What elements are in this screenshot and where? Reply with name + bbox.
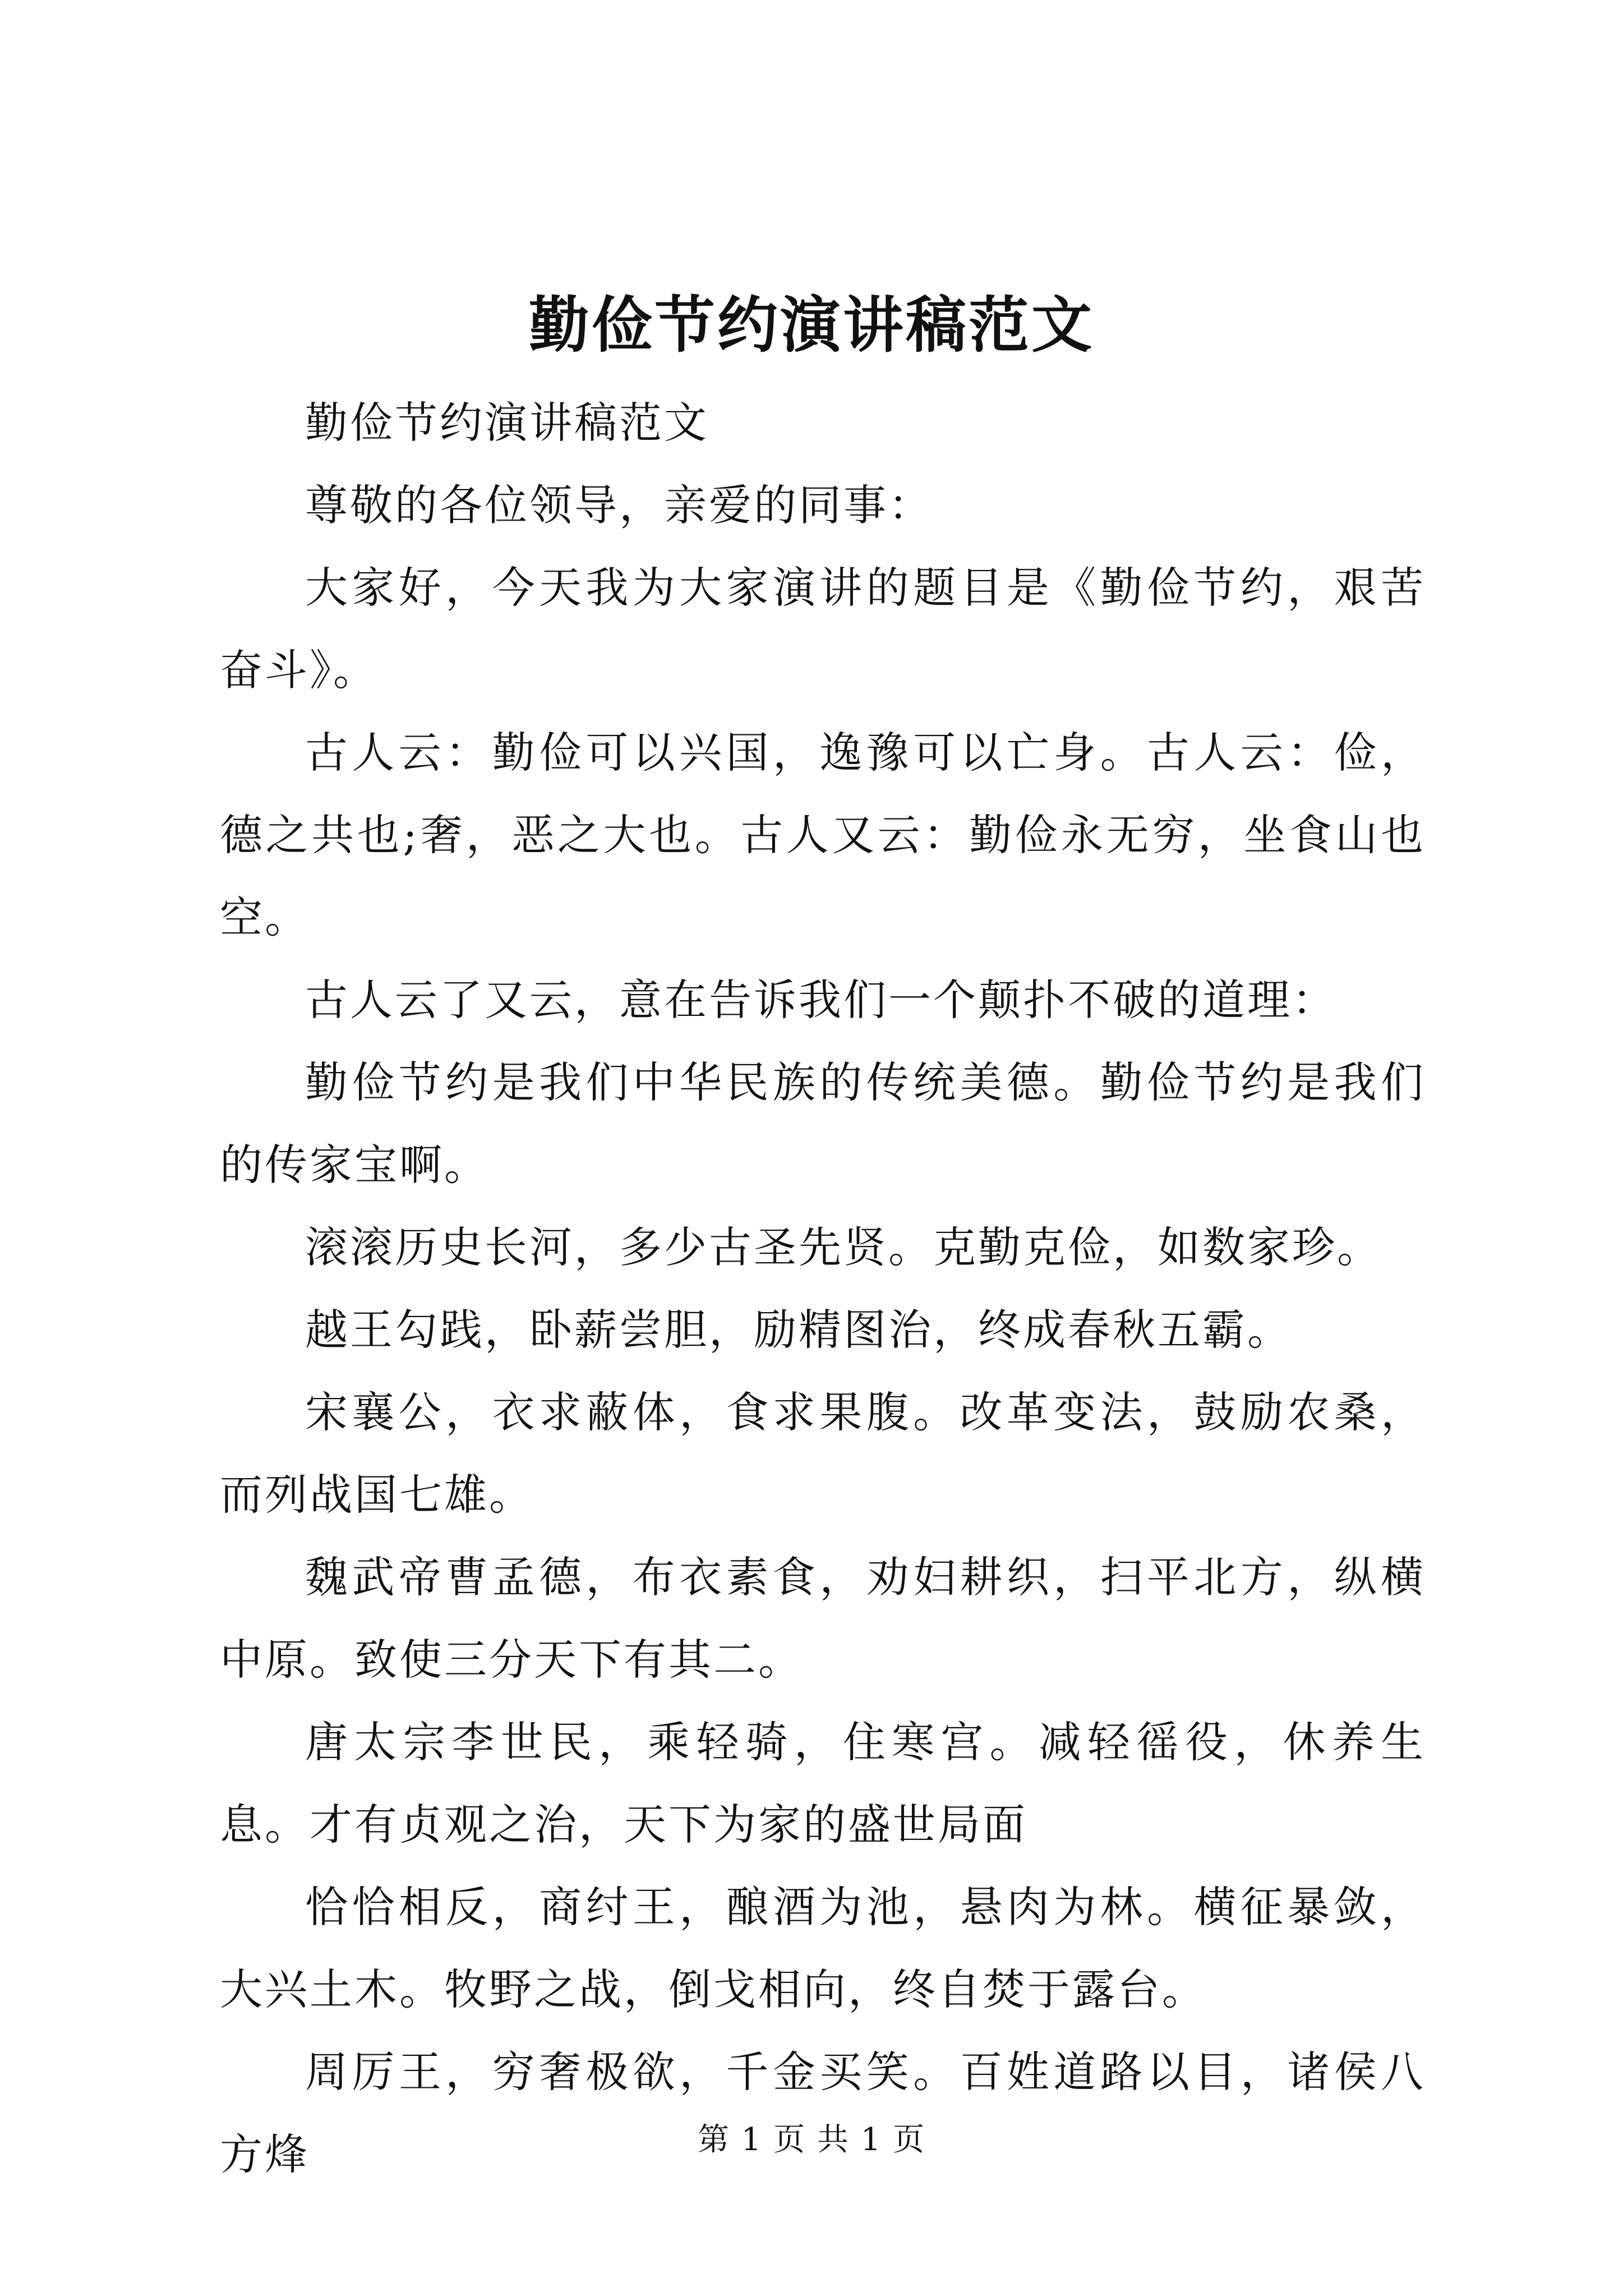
paragraph: 大家好，今天我为大家演讲的题目是《勤俭节约，艰苦奋斗》。 bbox=[220, 563, 1426, 695]
paragraph: 古人云：勤俭可以兴国，逸豫可以亡身。古人云：俭，德之共也;奢，恶之大也。古人又云：勤俭永无穷，坐食山也空。 bbox=[220, 728, 1426, 942]
document-body bbox=[220, 381, 1426, 2196]
paragraph: 尊敬的各位领导，亲爱的同事： bbox=[305, 480, 933, 530]
paragraph: 滚滚历史长河，多少古圣先贤。克勤克俭，如数家珍。 bbox=[305, 1222, 1382, 1272]
paragraph: 恰恰相反，商纣王，酿酒为池，悬肉为林。横征暴敛，大兴土木。牧野之战，倒戈相向，终自焚于露台。 bbox=[220, 1882, 1426, 2014]
paragraph: 宋襄公，衣求蔽体，食求果腹。改革变法，鼓励农桑，而列战国七雄。 bbox=[220, 1387, 1426, 1520]
paragraph: 魏武帝曹孟德，布衣素食，劝妇耕织，扫平北方，纵横中原。致使三分天下有其二。 bbox=[220, 1552, 1426, 1685]
document-title: 勤俭节约演讲稿范文 bbox=[528, 290, 1094, 361]
page-footer: 第 1 页 共 1 页 bbox=[697, 2122, 926, 2158]
paragraph: 勤俭节约演讲稿范文 bbox=[305, 398, 709, 448]
paragraph: 周厉王，穷奢极欲，千金买笑。百姓道路以目，诸侯八方烽 bbox=[220, 2047, 1426, 2179]
paragraph: 勤俭节约是我们中华民族的传统美德。勤俭节约是我们的传家宝啊。 bbox=[220, 1057, 1426, 1190]
paragraph: 唐太宗李世民，乘轻骑，住寒宫。减轻徭役，休养生息。才有贞观之治，天下为家的盛世局面 bbox=[220, 1717, 1426, 1849]
paragraph: 古人云了又云，意在告诉我们一个颠扑不破的道理： bbox=[305, 975, 1337, 1025]
paragraph: 越王勾践，卧薪尝胆，励精图治，终成春秋五霸。 bbox=[305, 1305, 1292, 1355]
